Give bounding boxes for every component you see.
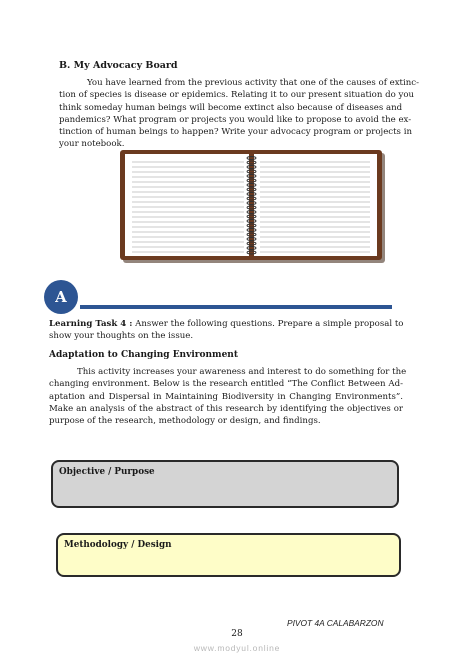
footer-region-label: PIVOT 4A CALABARZON bbox=[287, 618, 384, 628]
paragraph-line: changing environment. Below is the research entitled “The Conflict Between Ad- bbox=[49, 379, 403, 390]
paragraph-line: aptation and Dispersal in Maintaining Biodiversity in Changing Environments”. bbox=[49, 391, 403, 402]
paragraph-line: You have learned from the previous activity that one of the causes of extinc- bbox=[87, 78, 419, 88]
objective-purpose-label: Objective / Purpose bbox=[59, 467, 155, 477]
methodology-design-label: Methodology / Design bbox=[64, 540, 172, 550]
section-divider-bar bbox=[80, 305, 392, 309]
section-b-heading: B. My Advocacy Board bbox=[59, 60, 178, 71]
learning-task-paragraph bbox=[49, 318, 403, 343]
objective-purpose-box[interactable] bbox=[51, 460, 399, 508]
paragraph-line: Make an analysis of the abstract of this research by identifying the objectives or bbox=[49, 403, 403, 414]
methodology-design-box[interactable] bbox=[56, 533, 401, 577]
section-b-paragraph bbox=[59, 77, 419, 151]
activity-badge-a: A bbox=[44, 280, 78, 314]
paragraph-line: pandemics? What program or projects you would like to propose to avoid the ex- bbox=[59, 114, 412, 125]
learning-task-text: Answer the following questions. Prepare a simple proposal to bbox=[132, 319, 404, 329]
page-number: 28 bbox=[231, 629, 243, 639]
paragraph-line: tinction of human beings to happen? Write your advocacy program or projects in bbox=[59, 127, 412, 138]
learning-task-text-2: show your thoughts on the issue. bbox=[49, 331, 194, 342]
adaptation-heading: Adaptation to Changing Environment bbox=[49, 350, 238, 360]
paragraph-line: tion of species is disease or epidemics. Relating it to our present situation do you bbox=[59, 90, 415, 101]
paragraph-line: think someday human beings will become extinct also because of diseases and bbox=[59, 102, 403, 113]
notebook-illustration bbox=[120, 150, 386, 264]
paragraph-line: This activity increases your awareness and interest to do something for the bbox=[77, 367, 407, 377]
learning-task-label: Learning Task 4 : bbox=[49, 319, 133, 329]
paragraph-line: your notebook. bbox=[59, 139, 125, 150]
adaptation-paragraph bbox=[49, 366, 407, 427]
site-watermark: www.modyul.online bbox=[193, 643, 281, 653]
paragraph-line: purpose of the research, methodology or design, and findings. bbox=[49, 416, 321, 427]
